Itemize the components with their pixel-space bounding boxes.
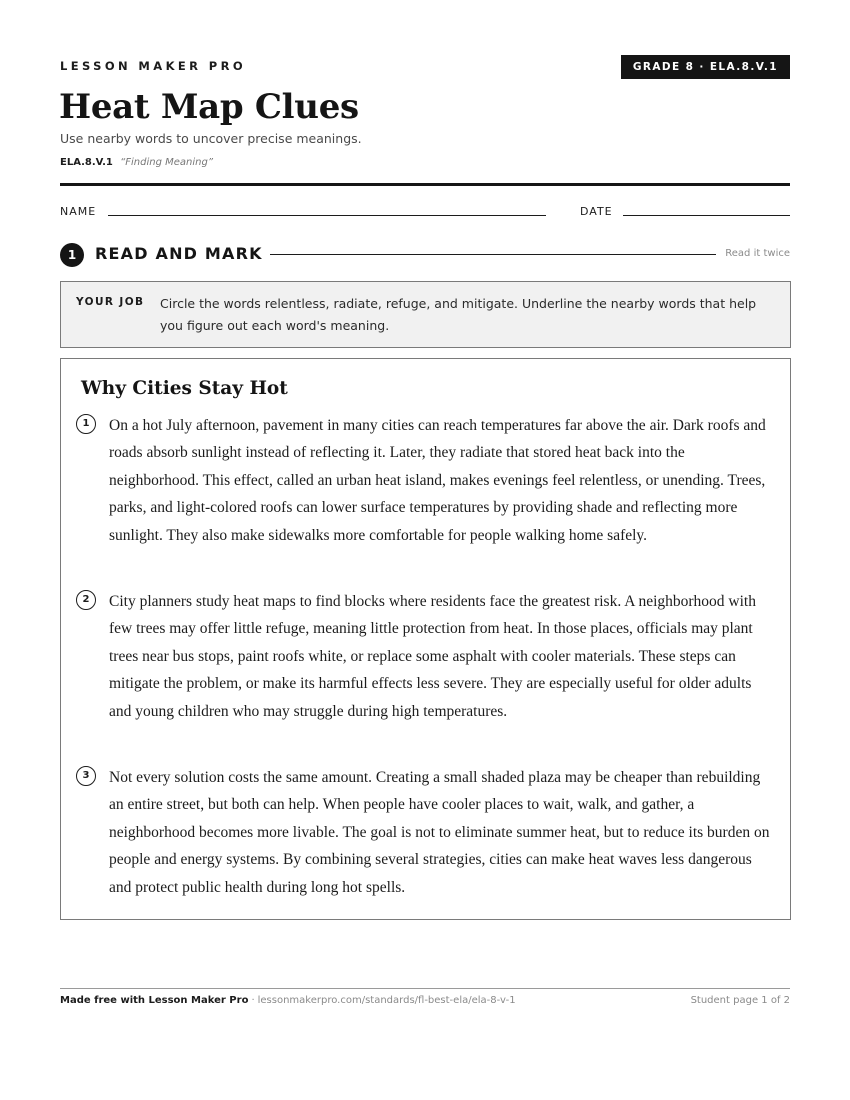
footer-divider xyxy=(60,988,790,989)
your-job-box xyxy=(60,281,791,348)
section-title: READ AND MARK xyxy=(95,244,263,263)
paragraph: On a hot July afternoon, pavement in many cities can reach temperatures far above the air. Dark roofs and roads absorb sunlight instead of reflecting it. Later, they radiate that stored heat back into the neighborhood. This effect, called an urban heat island, makes evenings feel relentless, or unending. Trees, parks, and light-colored roofs can lower surface temperatures by providing shade and reflecting more sunlight. They also make sidewalks more comfortable for people walking home safely. xyxy=(109,417,766,544)
your-job-label: YOUR JOB xyxy=(76,296,145,308)
page-indicator: Student page 1 of 2 xyxy=(690,995,790,1006)
date-label: DATE xyxy=(580,205,613,218)
reading-passage xyxy=(60,358,791,920)
footer-brand: Made free with Lesson Maker Pro xyxy=(60,995,249,1006)
worksheet-subtitle: Use nearby words to uncover precise meanings. xyxy=(60,131,362,146)
standard-code: ELA.8.V.1 xyxy=(60,157,113,168)
worksheet-title: Heat Map Clues xyxy=(59,87,359,127)
grade-badge: GRADE 8 · ELA.8.V.1 xyxy=(621,55,790,79)
section-divider xyxy=(270,254,716,255)
section-note: Read it twice xyxy=(725,248,790,259)
name-field[interactable] xyxy=(108,215,546,216)
section-number: 1 xyxy=(60,243,84,267)
your-job-text: Circle the words relentless, radiate, refuge, and mitigate. Underline the nearby words that help you figure out each word's meaning. xyxy=(160,296,757,333)
standard-line xyxy=(60,157,213,168)
paragraph-number: 2 xyxy=(76,590,96,610)
footer-credit xyxy=(60,995,516,1006)
date-field[interactable] xyxy=(623,215,790,216)
paragraph: City planners study heat maps to find blocks where residents face the greatest risk. A neighborhood with few trees may offer little refuge, meaning little protection from heat. In those places, officials may plant trees near bus stops, paint roofs white, or replace some asphalt with cooler materials. These steps can mitigate the problem, or make its harmful effects less severe. They are especially useful for older adults and young children who may struggle during high temperatures. xyxy=(109,593,756,720)
paragraph: Not every solution costs the same amount. Creating a small shaded plaza may be cheaper than rebuilding an entire street, but both can help. When people have cooler places to wait, walk, and gather, a neighborhood becomes more livable. The goal is not to eliminate summer heat, but to reduce its burden on people and energy systems. By combining several strategies, cities can make heat waves less dangerous and protect public health during long hot spells. xyxy=(109,769,770,896)
paragraph-number: 3 xyxy=(76,766,96,786)
brand-name: LESSON MAKER PRO xyxy=(60,59,247,73)
paragraph-number: 1 xyxy=(76,414,96,434)
passage-title: Why Cities Stay Hot xyxy=(81,378,288,399)
standard-name: “Finding Meaning” xyxy=(120,157,214,168)
footer-separator: · xyxy=(251,995,255,1006)
header-divider xyxy=(60,183,790,186)
name-label: NAME xyxy=(60,205,97,218)
footer-url-link[interactable]: lessonmakerpro.com/standards/fl-best-ela/ela-8-v-1 xyxy=(257,995,516,1006)
